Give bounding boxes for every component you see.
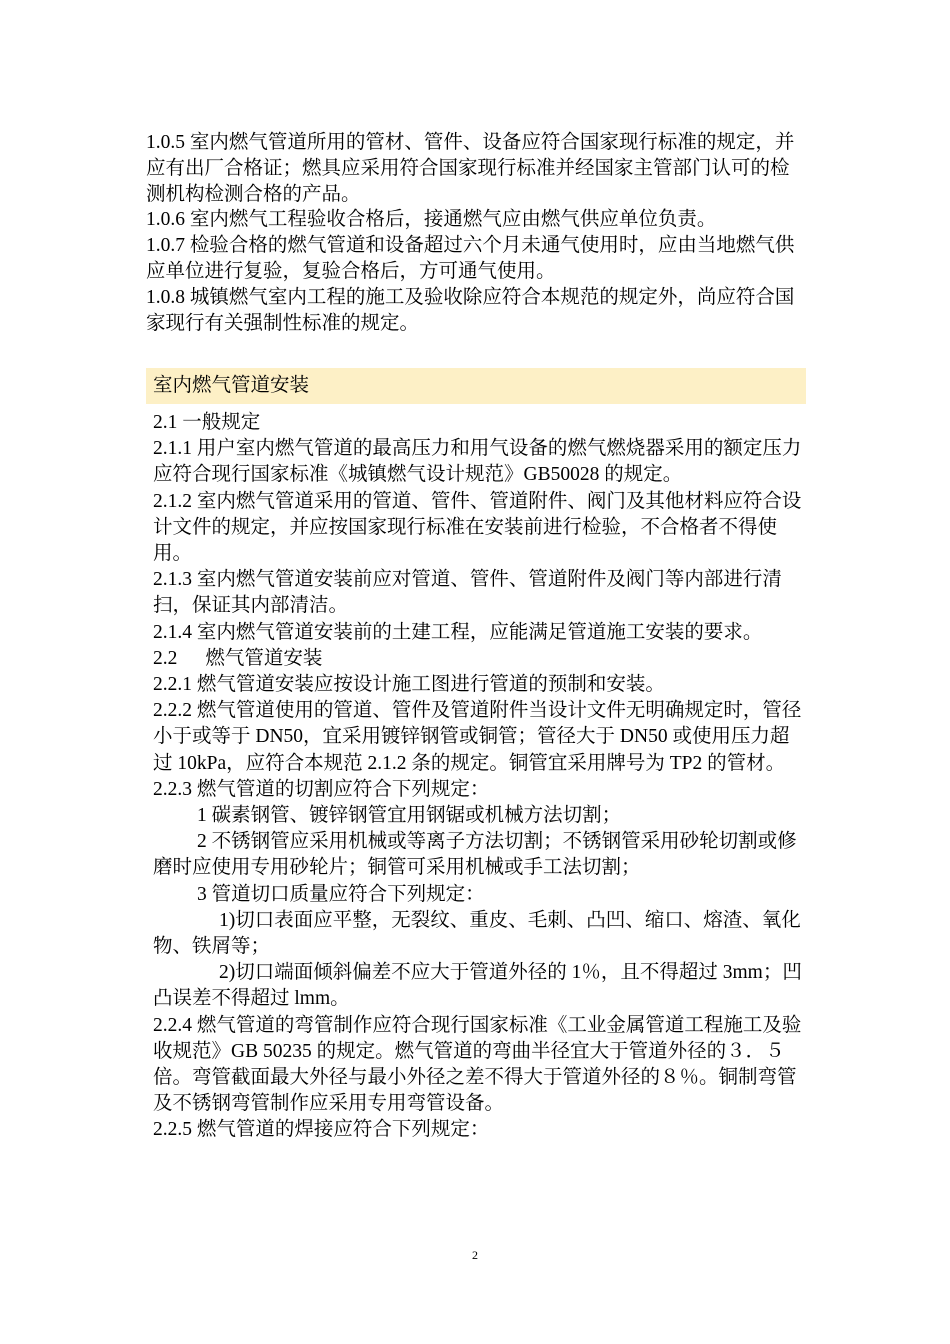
clause-2-2-3-sub-1: 1)切口表面应平整，无裂纹、重皮、毛刺、凸凹、缩口、熔渣、氧化物、铁屑等； bbox=[153, 909, 801, 958]
heading-2-2-number: 2.2 bbox=[153, 647, 178, 669]
intro-clauses bbox=[146, 130, 806, 336]
clause-2-2-1: 2.2.1 燃气管道安装应按设计施工图进行管道的预制和安装。 bbox=[153, 674, 665, 696]
clause-2-2-3-item-1: 1 碳素钢管、镀锌钢管宜用钢锯或机械方法切割； bbox=[197, 805, 622, 827]
clause-2-2-3-item-2: 2 不锈钢管应采用机械或等离子方法切割；不锈钢管采用砂轮切割或修磨时应使用专用砂轮片；铜管可采用机械或手工法切割； bbox=[153, 831, 797, 879]
clause-2-2-3-item-3: 3 管道切口质量应符合下列规定： bbox=[197, 883, 485, 905]
clause-2-2-4: 2.2.4 燃气管道的弯管制作应符合现行国家标准《工业金属管道工程施工及验收规范》GB 50235 的规定。燃气管道的弯曲半径宜大于管道外径的３．５倍。弯管截面最大外径与最小外径之差不得大于管道外径的８％。铜制弯管及不锈钢弯管制作应采用专用弯管设备。 bbox=[153, 1014, 802, 1115]
clause-2-1-4: 2.1.4 室内燃气管道安装前的土建工程，应能满足管道施工安装的要求。 bbox=[153, 621, 763, 643]
clause-2-2-3-sub-2: 2)切口端面倾斜偏差不应大于管道外径的 1％，且不得超过 3mm；凹凸误差不得超过 lmm。 bbox=[153, 962, 802, 1010]
clause-2-2-2: 2.2.2 燃气管道使用的管道、管件及管道附件当设计文件无明确规定时，管径小于或等于 DN50，宜采用镀锌钢管或铜管；管径大于 DN50 或使用压力超过 10kPa，应符合本规范 2.1.2 条的规定。铜管宜采用牌号为 TP2 的管材。 bbox=[153, 700, 802, 774]
clause-2-1-1: 2.1.1 用户室内燃气管道的最高压力和用气设备的燃气燃烧器采用的额定压力应符合现行国家标准《城镇燃气设计规范》GB50028 的规定。 bbox=[153, 438, 802, 486]
heading-2-2-title: 燃气管道安装 bbox=[205, 647, 323, 669]
heading-2-1: 2.1 一般规定 bbox=[153, 412, 261, 433]
clause-1-0-8: 1.0.8 城镇燃气室内工程的施工及验收除应符合本规范的规定外，尚应符合国家现行有关强制性标准的规定。 bbox=[146, 286, 795, 334]
clause-2-2-5: 2.2.5 燃气管道的焊接应符合下列规定： bbox=[153, 1119, 490, 1141]
section-title: 室内燃气管道安装 bbox=[153, 375, 310, 396]
clause-2-1-2: 2.1.2 室内燃气管道采用的管道、管件、管道附件、阀门及其他材料应符合设计文件的规定，并应按国家现行标准在安装前进行检验，不合格者不得使用。 bbox=[153, 490, 802, 565]
section-2-body bbox=[153, 410, 805, 1144]
clause-1-0-7: 1.0.7 检验合格的燃气管道和设备超过六个月未通气使用时，应由当地燃气供应单位进行复验，复验合格后，方可通气使用。 bbox=[146, 235, 795, 282]
clause-2-2-3: 2.2.3 燃气管道的切割应符合下列规定： bbox=[153, 778, 490, 800]
clause-1-0-5: 1.0.5 室内燃气管道所用的管材、管件、设备应符合国家现行标准的规定，并应有出厂合格证；燃具应采用符合国家现行标准并经国家主管部门认可的检测机构检测合格的产品。 bbox=[146, 132, 795, 205]
clause-1-0-6: 1.0.6 室内燃气工程验收合格后，接通燃气应由燃气供应单位负责。 bbox=[146, 209, 717, 231]
heading-2-2 bbox=[153, 646, 805, 672]
page-number: 2 bbox=[472, 1248, 478, 1262]
clause-2-1-3: 2.1.3 室内燃气管道安装前应对管道、管件、管道附件及阀门等内部进行清扫，保证其内部清洁。 bbox=[153, 569, 782, 617]
